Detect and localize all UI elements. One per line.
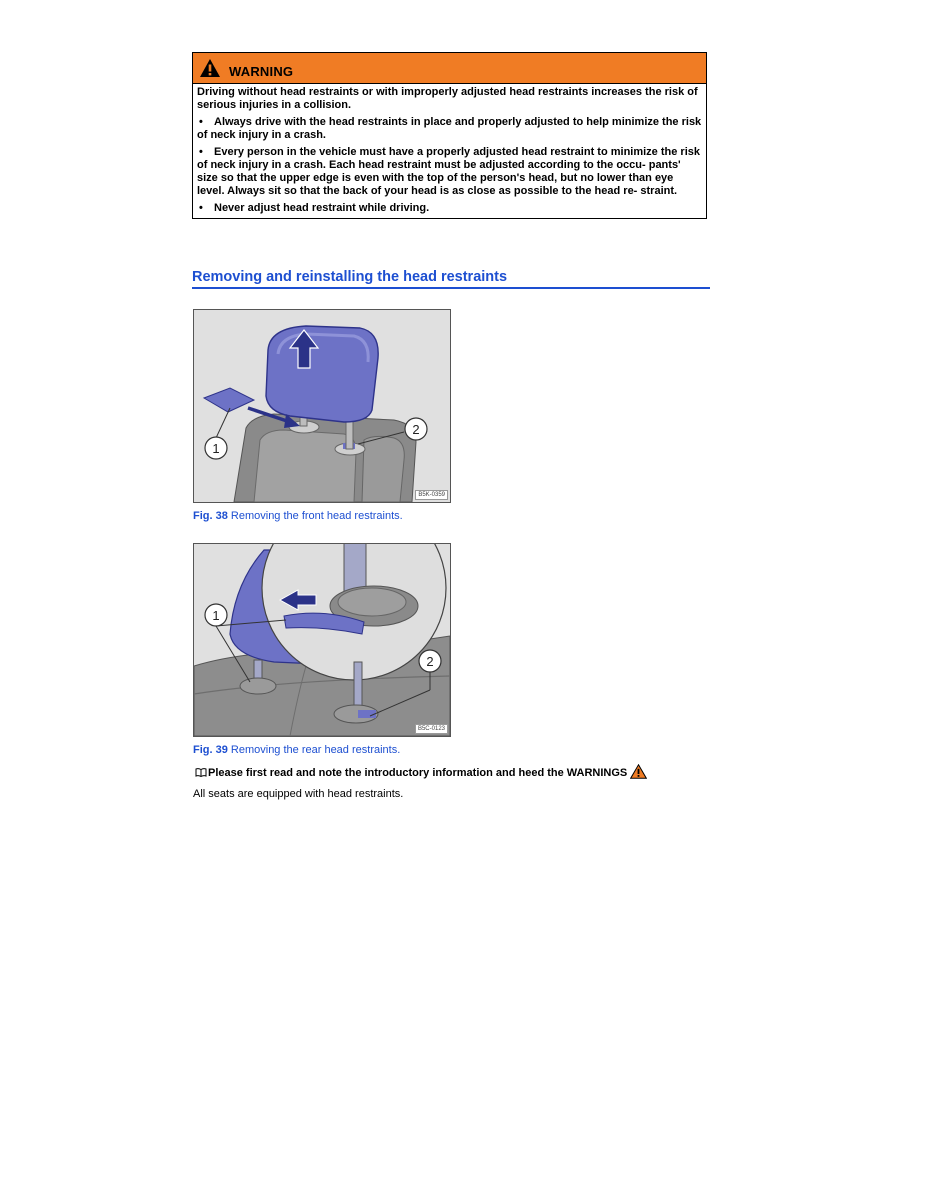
book-icon[interactable] (192, 767, 207, 780)
figure-number: Fig. 39 (193, 744, 228, 756)
warning-box (192, 52, 707, 219)
warning-bullet: • Always drive with the head restraints in place and properly adjusted to help minimize the risk of neck injury in a crash. (197, 116, 702, 141)
warning-title: WARNING (229, 63, 294, 79)
figure-code: B5K-0359 (415, 490, 448, 500)
warning-header (193, 53, 706, 84)
callout-2: 2 (426, 654, 434, 669)
warning-bullet: • Every person in the vehicle must have a properly adjusted head restraint to minimize the risk of neck injury in a crash. Each head restraint must be adjusted according to the occu- pants' size so that the upper edge is even with the top of the person's head, but no lower than eye level. Always sit so that the back of your head is as close as possible to the head re- straint. (197, 146, 700, 197)
bullet-icon: • (199, 116, 203, 128)
figure-caption-text: Removing the front head restraints. (230, 510, 403, 522)
figure-number: Fig. 38 (193, 510, 228, 522)
figure-rear-head-restraints (193, 543, 451, 737)
figure-caption (193, 744, 400, 756)
callout-2: 2 (412, 422, 420, 437)
bullet-icon: • (199, 146, 203, 158)
warning-bullet: • Never adjust head restraint while driving. (199, 202, 430, 214)
intro-note (192, 764, 647, 782)
warning-body (193, 84, 706, 218)
section-heading: Removing and reinstalling the head restraints (192, 268, 710, 289)
warning-triangle-icon[interactable] (627, 764, 647, 782)
callout-1: 1 (212, 608, 220, 623)
front-head-restraint-illustration (194, 310, 450, 502)
warning-triangle-icon (199, 58, 221, 78)
figure-caption-text: Removing the rear head restraints. (230, 744, 401, 756)
warning-intro: Driving without head restraints or with improperly adjusted head restraints increases the risk of serious injuries in a collision. (197, 86, 698, 111)
intro-note-text: Please first read and note the introductory information and heed the WARNINGS (208, 767, 628, 779)
body-text: All seats are equipped with head restraints. (193, 788, 404, 800)
figure-caption (193, 510, 403, 522)
figure-front-head-restraints (193, 309, 451, 503)
figure-code: B5C-0123 (415, 724, 448, 734)
rear-head-restraint-illustration (194, 544, 450, 736)
bullet-icon: • (199, 202, 203, 214)
callout-1: 1 (212, 441, 220, 456)
